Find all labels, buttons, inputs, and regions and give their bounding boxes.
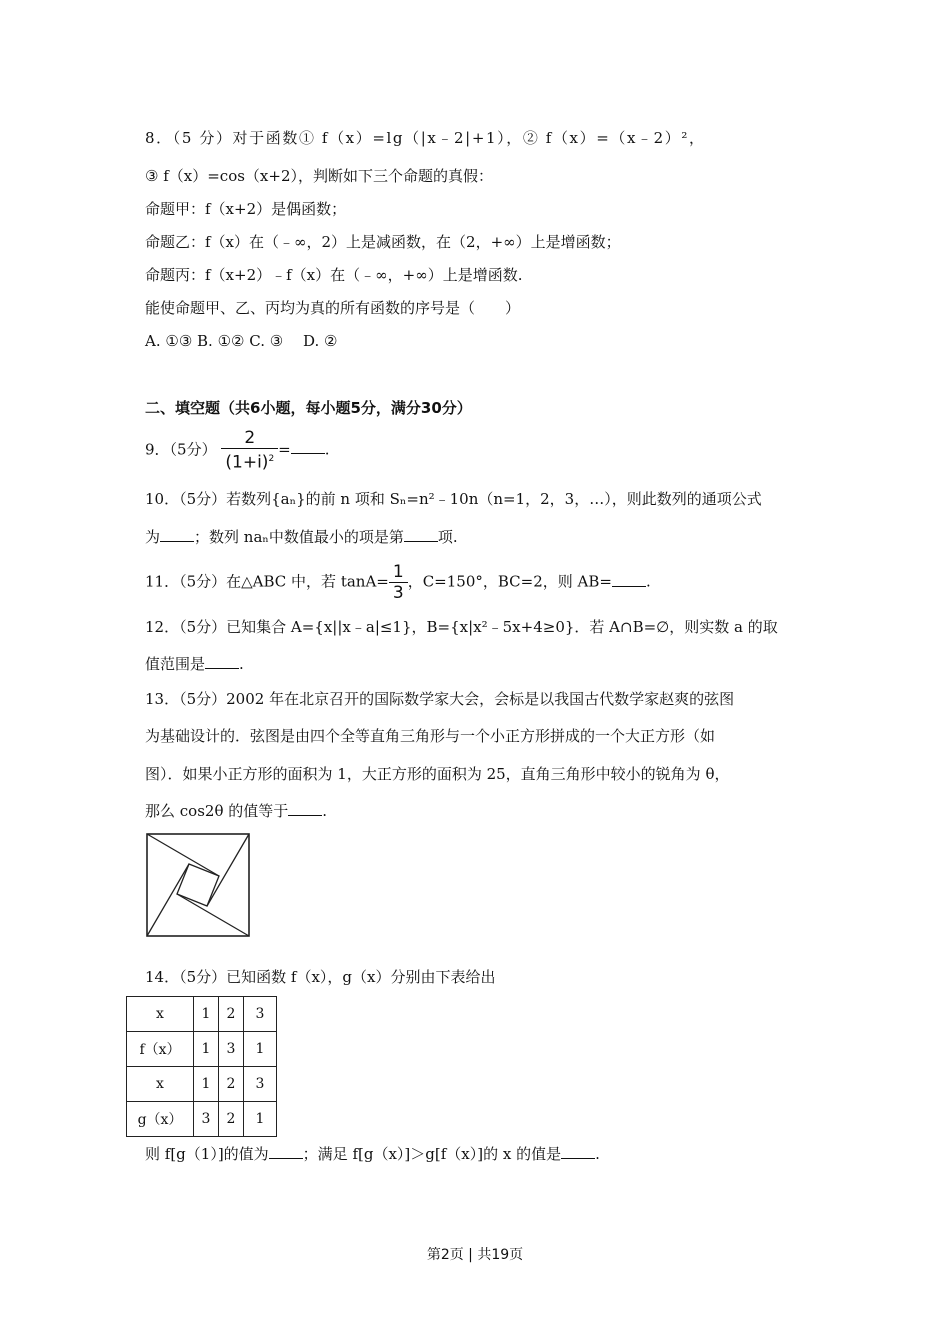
q10-line2: [145, 527, 458, 547]
q14-text-a: 则 f[g（1）]的值为: [145, 1145, 269, 1163]
table-cell: x: [127, 997, 194, 1032]
q8-line3: 命题甲：f（x+2）是偶函数；: [145, 200, 347, 218]
q9-prefix: 9．（5分）: [145, 440, 217, 459]
q13-line4: [145, 801, 327, 821]
q8-line2: ③ f（x）=cos（x+2），判断如下三个命题的真假：: [145, 167, 493, 185]
table-cell: 1: [244, 1102, 277, 1137]
table-cell: 1: [194, 997, 219, 1032]
triangle-edge-1: [147, 834, 219, 876]
big-square: [147, 834, 249, 936]
table-cell: f（x）: [127, 1032, 194, 1067]
q10-text-a: 为: [145, 528, 161, 546]
table-cell: 2: [219, 1067, 244, 1102]
q14-text-b: ；满足 f[g（x）]＞g[f（x）]的 x 的值是: [302, 1145, 562, 1163]
q12-line2: [145, 654, 244, 674]
q14-blank-2: [561, 1146, 595, 1159]
q10-blank-2: [404, 529, 438, 542]
table-row: [127, 1067, 277, 1102]
q8-line5: 命题丙：f（x+2）﹣f（x）在（﹣∞，+∞）上是增函数.: [145, 266, 523, 284]
q13-answer-blank: [288, 803, 322, 816]
q10-text-c: 项.: [437, 528, 458, 546]
table-row: [127, 1102, 277, 1137]
table-cell: 2: [219, 1102, 244, 1137]
table-cell: x: [127, 1067, 194, 1102]
q9-end: .: [324, 440, 330, 459]
function-table: [126, 996, 277, 1137]
table-cell: 3: [219, 1032, 244, 1067]
q13-text-b: .: [322, 802, 328, 820]
q9: [145, 428, 330, 473]
q14-blank-1: [269, 1146, 303, 1159]
q9-fraction: [221, 428, 278, 473]
table-cell: 3: [244, 997, 277, 1032]
q11-denominator: 3: [392, 583, 404, 603]
q14-text-c: .: [595, 1145, 600, 1163]
q10-text-b: ；数列 naₙ中数值最小的项是第: [194, 528, 404, 546]
triangle-edge-3: [177, 894, 249, 936]
q11-suffix: ，C=150°，BC=2，则 AB=: [407, 572, 612, 591]
q9-denominator-base: (1+i): [225, 452, 269, 473]
q13-text-a: 那么 cos2θ 的值等于: [145, 802, 289, 820]
table-row: [127, 1032, 277, 1067]
q8-line6: 能使命题甲、乙、丙均为真的所有函数的序号是（ ）: [145, 299, 521, 317]
q9-numerator: 2: [221, 428, 278, 449]
q12-text-a: 值范围是: [145, 655, 206, 673]
q8-line1: 8．（5 分）对于函数① f（x）=lg（|x﹣2|+1），② f（x）=（x﹣2）²，: [145, 129, 706, 147]
table-cell: 1: [194, 1032, 219, 1067]
q10-line1: 10．（5分）若数列{aₙ}的前 n 项和 Sₙ=n²﹣10n（n=1，2，3，…），则此数列的通项公式: [145, 490, 762, 508]
q8-options: A. ①③ B. ①② C. ③ D. ②: [145, 332, 338, 350]
q11-numerator: 1: [389, 562, 408, 583]
q9-answer-blank: [291, 441, 325, 454]
q8-line4: 命题乙：f（x）在（﹣∞，2）上是减函数，在（2，+∞）上是增函数；: [145, 233, 621, 251]
q11-answer-blank: [612, 574, 646, 587]
q9-equals: =: [278, 440, 291, 459]
q11-end: .: [645, 572, 651, 591]
q12-line1: 12．（5分）已知集合 A={x||x﹣a|≤1}，B={x|x²﹣5x+4≥0}．若 A∩B=∅，则实数 a 的取: [145, 618, 778, 636]
q10-blank-1: [160, 529, 194, 542]
page-footer: 第2页 | 共19页: [426, 1247, 524, 1263]
triangle-edge-4: [147, 864, 189, 936]
section-heading: 二、填空题（共6小题，每小题5分，满分30分）: [145, 399, 472, 417]
table-cell: g（x）: [127, 1102, 194, 1137]
q9-denominator-exponent: 2: [268, 454, 275, 464]
q14-after-table: [145, 1144, 600, 1164]
triangle-edge-2: [207, 834, 249, 906]
q14-line1: 14．（5分）已知函数 f（x），g（x）分别由下表给出: [145, 968, 496, 986]
table-cell: 2: [219, 997, 244, 1032]
q13-line2: 为基础设计的．弦图是由四个全等直角三角形与一个小正方形拼成的一个大正方形（如: [145, 727, 716, 745]
q11-prefix: 11．（5分）在△ABC 中，若 tanA=: [145, 572, 389, 591]
small-square: [177, 864, 219, 906]
q11-fraction: [389, 562, 408, 603]
q12-text-b: .: [239, 655, 244, 673]
table-cell: 3: [244, 1067, 277, 1102]
q11: [145, 562, 651, 603]
q12-answer-blank: [205, 656, 239, 669]
table-row: [127, 997, 277, 1032]
xian-diagram: [146, 833, 250, 937]
table-cell: 3: [194, 1102, 219, 1137]
q9-denominator: [221, 449, 278, 473]
table-cell: 1: [194, 1067, 219, 1102]
table-cell: 1: [244, 1032, 277, 1067]
q13-line1: 13．（5分）2002 年在北京召开的国际数学家大会，会标是以我国古代数学家赵爽的弦图: [145, 690, 735, 708]
q13-line3: 图）．如果小正方形的面积为 1，大正方形的面积为 25，直角三角形中较小的锐角为 θ，: [145, 765, 730, 783]
